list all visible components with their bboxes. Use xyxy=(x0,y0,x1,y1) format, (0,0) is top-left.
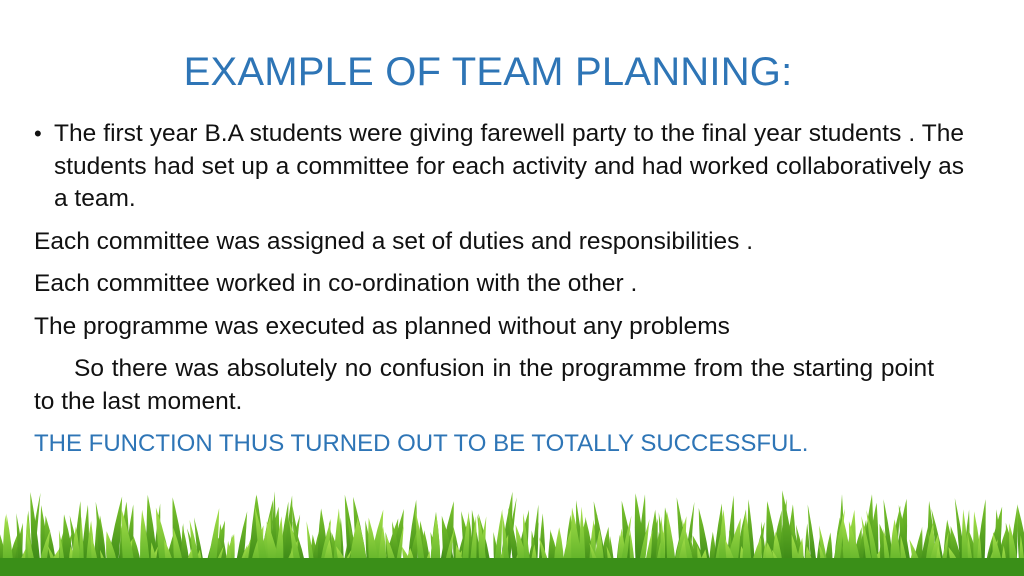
paragraph-execution: The programme was executed as planned without any problems xyxy=(34,312,730,340)
page-title: EXAMPLE OF TEAM PLANNING: xyxy=(183,50,793,94)
slide-content xyxy=(34,118,964,461)
bullet-icon: • xyxy=(34,121,42,146)
paragraph-no-confusion: So there was absolutely no confusion in the programme from the starting point to the last moment. xyxy=(34,355,934,415)
bullet-text: The first year B.A students were giving farewell party to the final year students . The students had set up a committee for each activity and had worked collaboratively as a team. xyxy=(54,120,964,212)
paragraph-duties: Each committee was assigned a set of duties and responsibilities . xyxy=(34,227,754,255)
grass-border-icon xyxy=(0,488,1024,576)
bullet-item xyxy=(34,118,964,216)
conclusion-text: THE FUNCTION THUS TURNED OUT TO BE TOTALLY SUCCESSFUL. xyxy=(34,430,809,457)
paragraph-coordination: Each committee worked in co-ordination with the other . xyxy=(34,270,638,297)
